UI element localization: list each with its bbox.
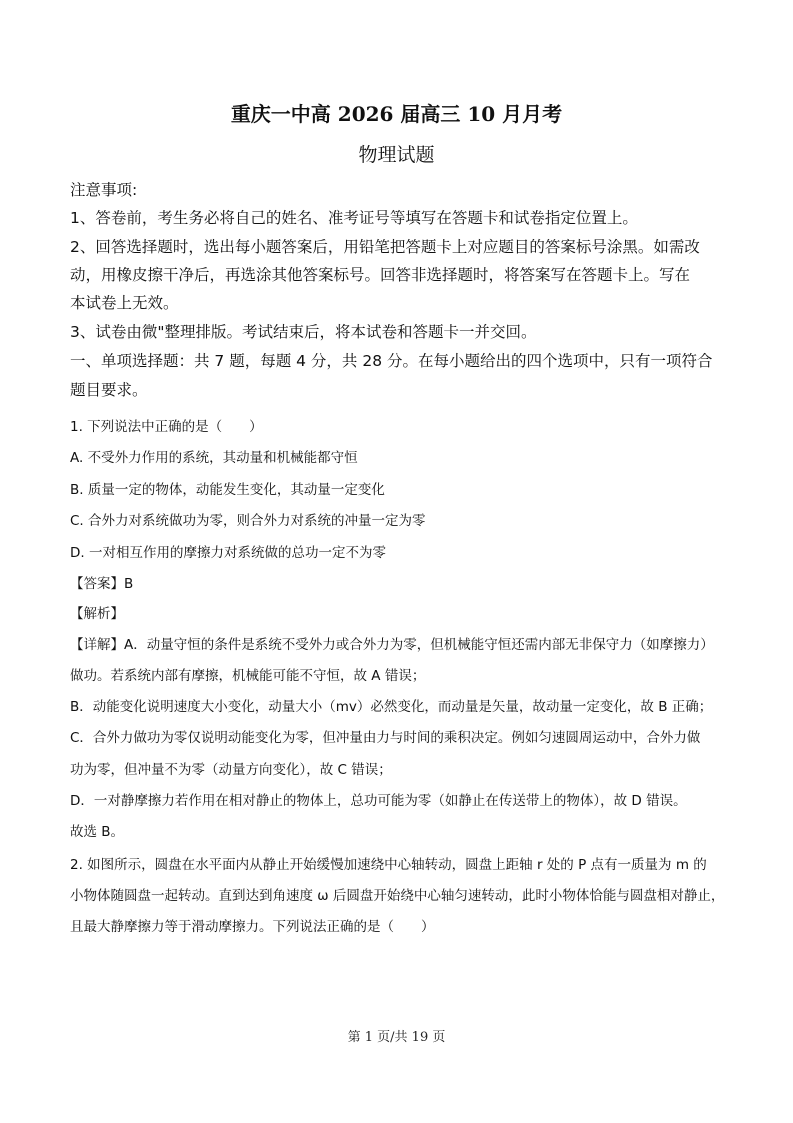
page-number: 第 1 页/共 19 页: [347, 1030, 446, 1045]
question-1-conclusion: 故选 B。: [70, 824, 125, 840]
note-3: 3、试卷由微"整理排版。考试结束后，将本试卷和答题卡一并交回。: [70, 323, 537, 341]
section-1-heading-line-2: 题目要求。: [70, 381, 148, 399]
question-1-option-d: D. 一对相互作用的摩擦力对系统做的总功一定不为零: [70, 545, 386, 561]
exam-subtitle: 物理试题: [358, 144, 435, 166]
question-1-analysis-label: 【解析】: [70, 606, 124, 622]
notes-heading: 注意事项:: [70, 181, 138, 199]
question-2-line-2: 小物体随圆盘一起转动。直到达到角速度 ω 后圆盘开始绕中心轴匀速转动，此时小物体恰能与圆盘相对静止，: [70, 888, 725, 904]
note-1: 1、答卷前，考生务必将自己的姓名、准考证号等填写在答题卡和试卷指定位置上。: [70, 209, 638, 227]
note-2-line-1: 2、回答选择题时，选出每小题答案后，用铅笔把答题卡上对应题目的答案标号涂黑。如需改: [70, 238, 700, 256]
note-2-line-3: 本试卷上无效。: [70, 294, 179, 312]
question-1-detail-6: D．一对静摩擦力若作用在相对静止的物体上，总功可能为零（如静止在传送带上的物体），故 D 错误。: [70, 793, 687, 809]
exam-title: 重庆一中高 2026 届高三 10 月月考: [230, 102, 563, 126]
note-2-line-2: 动，用橡皮擦干净后，再选涂其他答案标号。回答非选择题时，将答案写在答题卡上。写在: [70, 266, 691, 284]
question-1-option-b: B. 质量一定的物体，动能发生变化，其动量一定变化: [70, 482, 385, 498]
question-1-option-c: C. 合外力对系统做功为零，则合外力对系统的冲量一定为零: [70, 513, 426, 529]
question-1-detail-4: C．合外力做功为零仅说明动能变化为零，但冲量由力与时间的乘积决定。例如匀速圆周运动中，合外力做: [70, 730, 701, 746]
question-1-option-a: A. 不受外力作用的系统，其动量和机械能都守恒: [70, 450, 358, 466]
section-1-heading-line-1: 一、单项选择题：共 7 题，每题 4 分，共 28 分。在每小题给出的四个选项中，只有一项符合: [70, 352, 713, 370]
question-1-detail-3: B．动能变化说明速度大小变化，动量大小（mv）必然变化，而动量是矢量，故动量一定变化，故 B 正确；: [70, 699, 713, 715]
question-2-line-3: 且最大静摩擦力等于滑动摩擦力。下列说法正确的是（ ）: [70, 919, 435, 935]
question-1-stem: 1. 下列说法中正确的是（ ）: [70, 419, 263, 435]
question-2-line-1: 2. 如图所示，圆盘在水平面内从静止开始缓慢加速绕中心轴转动，圆盘上距轴 r 处的 P 点有一质量为 m 的: [70, 857, 707, 873]
question-1-detail-2: 做功。若系统内部有摩擦，机械能可能不守恒，故 A 错误；: [70, 668, 426, 684]
question-1-answer: 【答案】B: [70, 576, 134, 592]
question-1-detail-5: 功为零，但冲量不为零（动量方向变化），故 C 错误；: [70, 762, 392, 778]
question-1-detail-1: 【详解】A．动量守恒的条件是系统不受外力或合外力为零，但机械能守恒还需内部无非保守力（如摩擦力）: [70, 637, 714, 653]
